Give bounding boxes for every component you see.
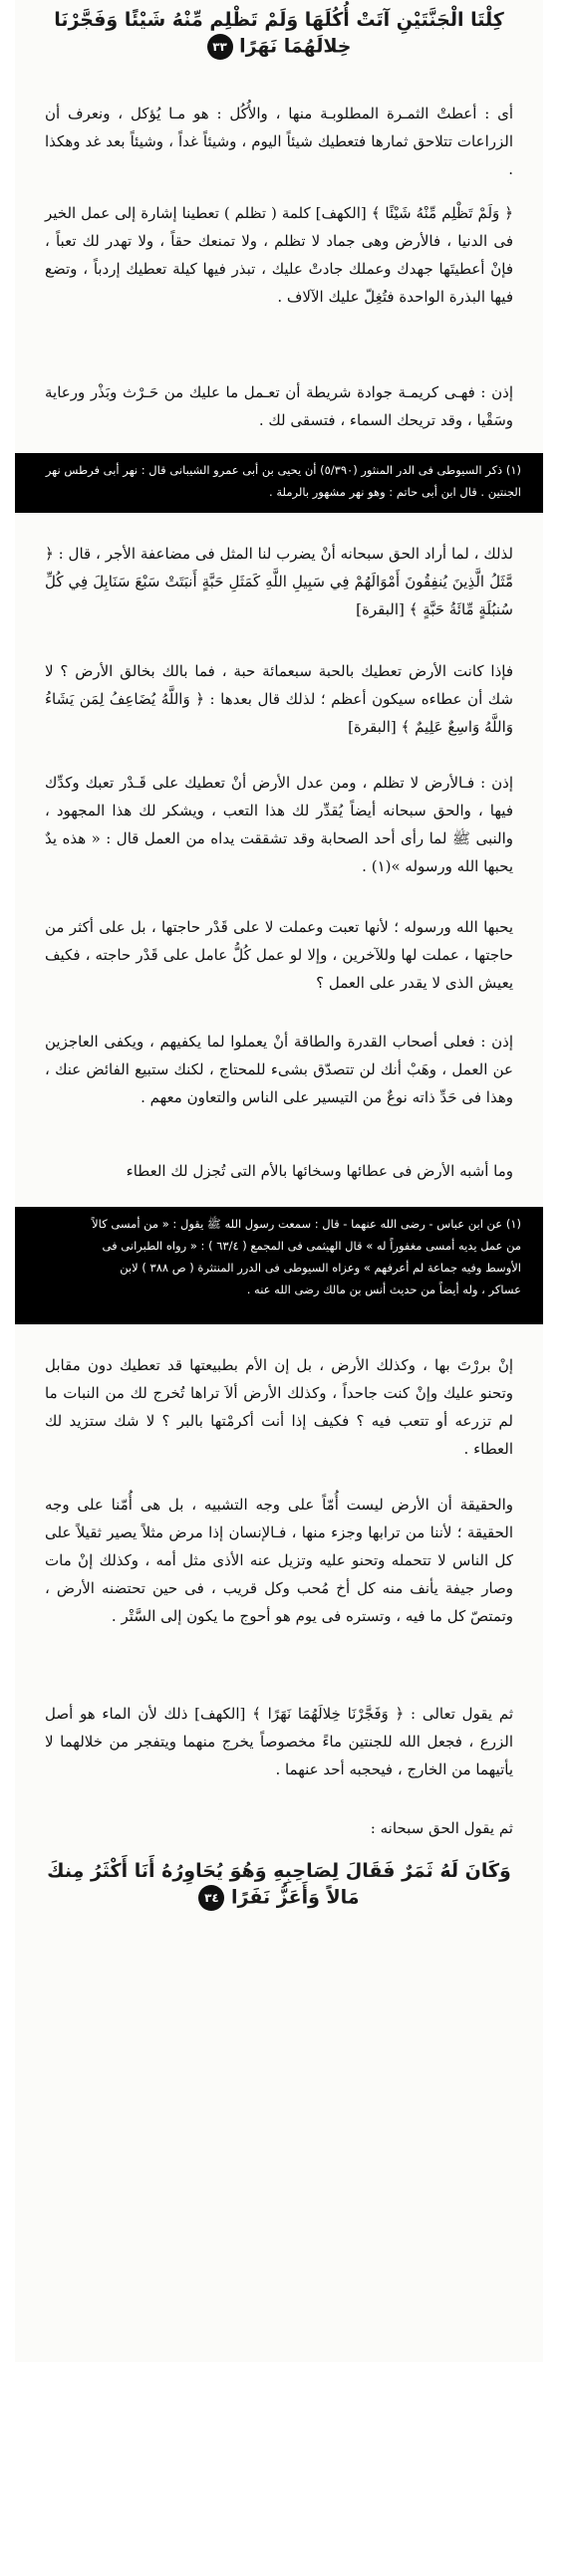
paragraph: لذلك ، لما أراد الحق سبحانه أنْ يضرب لنا المثل فى مضاعفة الأجر ، قال : ﴿ مَّثَلُ الَّذِينَ يُنفِقُونَ أَمْوَالَهُمْ فِي سَبِيلِ اللَّهِ كَمَثَلِ حَبَّةٍ أَنبَتَتْ سَبْعَ سَنَابِلَ فِي كُلِّ سُنبُلَةٍ مِّائَةُ حَبَّةٍ ﴾ [البقرة]: [45, 545, 513, 618]
footnote-line: عساكر ، وله أيضاً من حديث أنس بن مالك رضى الله عنه .: [246, 1283, 521, 1296]
paragraph: فإذا كانت الأرض تعطيك بالحبة سبعمائة حبة ، فما بالك بخالق الأرض ؟ لا شك أن عطاءه سيكون أعظم ؛ لذلك قال بعدها : ﴿ وَاللَّهُ يُضَاعِفُ لِمَن يَشَاءُ وَاللَّهُ وَاسِعٌ عَلِيمٌ ﴾ [البقرة]: [45, 662, 513, 736]
paragraph: أى : أعطتْ الثمـرة المطلوبـة منها ، والأُكُل : هو مـا يُؤكل ، ونعرف أن الزراعات تتلاحق ثمارها فتعطيك شيئاً اليوم ، وشيئاً غداً ، وشيئاً بعد غد وهكذا .: [45, 105, 513, 178]
footnote-line: الأوسط وفيه جماعة لم أعرفهم » وعزاه السيوطى فى الدرر المنتثرة ( ص ٣٨٨ ) لابن: [120, 1261, 521, 1275]
paragraph: ثم يقول الحق سبحانه :: [370, 1819, 513, 1837]
footnote-line: (١) عن ابن عباس - رضى الله عنهما - قال : سمعت رسول الله ﷺ يقول : « من أمسى كالاً: [92, 1217, 521, 1231]
paragraph: إذن : فعلى أصحاب القدرة والطاقة أنْ يعملوا لما يكفيهم ، ويكفى العاجزين عن العمل ، وهَبْ أنك لن تتصدّق بشىء للمحتاج ، لكنك ستبيع الفائض عنك ، وهذا فى حَدِّ ذاته نوعٌ من التيسير على الناس والتعاون معهم .: [45, 1033, 513, 1106]
page-two: [15, 520, 543, 2362]
paragraph: والحقيقة أن الأرض ليست أُمّاً على وجه التشبيه ، بل هى أُمّنا على وجه الحقيقة ؛ لأننا من ترابها وجزء منها ، فـالإنسان إذا مرض مثلاً يصير ثقيلاً على كل الناس لا تتحمله وتحنو عليه وتزيل عنه الأذى مثل أمه ، وكذلك إنْ مات وصار جيفة يأنف منه كل أخ مُحب وكل قريب ، فى حين تحتضنه الأرض ، وتمتصّ كل ما فيه ، وتستره فى يوم هو أحوج ما يكون إلى السَّتْر .: [45, 1496, 513, 1625]
footnote-box: [15, 453, 543, 513]
footnote-line: من عمل يديه أمسى مغفوراً له » قال الهيثمى فى المجمع ( ٦٣/٤ ) : « رواه الطبرانى فى: [102, 1239, 521, 1253]
paragraph: ثم يقول تعالى : ﴿ وَفَجَّرْنَا خِلالَهُمَا نَهَرًا ﴾ [الكهف] ذلك لأن الماء هو أصل الزرع ، فجعل الله للجنتين ماءً مخصوصاً يخرج منهما ويتفجر من خلالهما لا يأتيهما من الخارج ، فيحجبه أحد عنهما .: [45, 1705, 513, 1778]
verse-text: وَكَانَ لَهُ ثَمَرٌ فَقَالَ لِصَاحِبِهِ وَهُوَ يُحَاوِرُهُ أَنَا أَكْثَرُ مِنكَ مَالاً وَأَعَزُّ نَفَرًا: [47, 1860, 511, 1909]
ayah-number-badge: ٣٤: [198, 1885, 224, 1911]
paragraph: وما أشبه الأرض فى عطائها وسخائها بالأم التى تُجزل لك العطاء: [126, 1162, 513, 1180]
paragraph: إذن : فهـى كريمـة جوادة شريطة أن تعـمل ما عليك من حَـرْث وبَذْر ورعاية وسَقْيا ، وقد تريحك السماء ، فتسقى لك .: [45, 383, 513, 429]
paragraph: يحبها الله ورسوله ؛ لأنها تعبت وعملت لا على قَدْر حاجتها ، بل على أكثر من حاجتها ، عملت لها وللآخرين ، وإلا لو عمل كُلُّ عامل على قَدْر حاجته ، فكيف يعيش الذى لا يقدر على العمل ؟: [45, 918, 513, 992]
footnote-text: (١) ذكر السيوطى فى الدر المنثور (٥/٣٩٠) أن يحيى بن أبى عمرو الشيبانى قال : نهر أبى فرطس نهر الجنتين . قال ابن أبى حاتم : وهو نهر مشهور بالرملة .: [45, 463, 521, 499]
verse-text: كِلْتَا الْجَنَّتَيْنِ آتَتْ أُكُلَهَا وَلَمْ تَظْلِم مِّنْهُ شَيْئًا وَفَجَّرْنَا خِلالَهُمَا نَهَرًا: [54, 9, 504, 58]
ayah-number-badge: ٣٣: [207, 34, 233, 60]
verse-banner-bottom: [45, 1859, 513, 1911]
paragraph: إذن : فـالأرض لا تظلم ، ومن عدل الأرض أنْ تعطيك على قَـدْر تعبك وكدِّك فيها ، والحق سبحانه أيضاً يُقدِّر لك هذا التعب ، ويشكر لك هذا المجهود ، والنبى ﷺ لما رأى أحد الصحابة وقد تشققت يداه من العمل قال : « هذه يدٌ يحبها الله ورسوله »(١) .: [45, 774, 513, 875]
paragraph: إنْ بررْتَ بها ، وكذلك الأرض ، بل إن الأم بطبيعتها قد تعطيك دون مقابل وتحنو عليك وإنْ كنت جاحداً ، وكذلك الأرض ألاَ تراها تُخرج لك من النبات ما لم تزرعه أو تتعب فيه ؟ فكيف إذا أنت أكرمْتها بالبر ؟ لا شك ستزيد لك العطاء .: [45, 1356, 513, 1458]
paragraph: ﴿ وَلَمْ تَظْلِم مِّنْهُ شَيْئًا ﴾ [الكهف] كلمة ( تظلم ) تعطينا إشارة إلى عمل الخير فى الدنيا ، فالأرض وهى جماد لا تظلم ، ولا تمنعك حقاً ، ولا تهدر لك تعباً ، فإنْ أعطيتَها جهدك وعملك جادتْ عليك ، تبذر فيها كيلة تعطيك إردباً ، وتضع فيها البذرة الواحدة فتُغِلّ عليك الآلاف .: [45, 204, 513, 306]
verse-banner-top: [45, 8, 513, 60]
footnote-box: [15, 1207, 543, 1324]
